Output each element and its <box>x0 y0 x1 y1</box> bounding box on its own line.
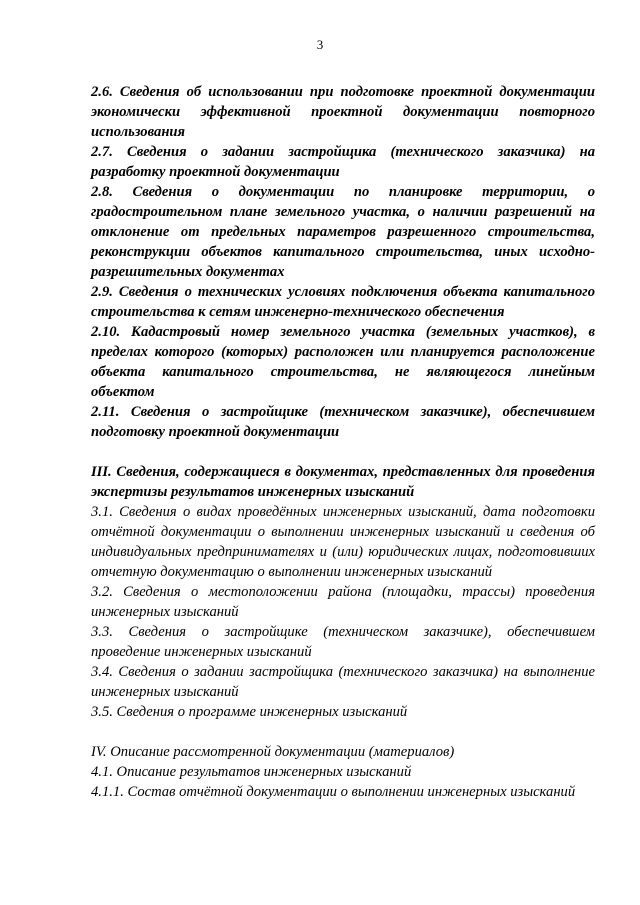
section-3-3: 3.3. Сведения о застройщике (техническом заказчике), обеспечившем проведение инженерных изысканий <box>91 624 595 660</box>
section-2-6: 2.6. Сведения об использовании при подготовке проектной документации экономически эффективной проектной документации повторного использования <box>91 84 595 140</box>
section-2-11: 2.11. Сведения о застройщике (техническом заказчике), обеспечившем подготовку проектной документации <box>91 404 595 440</box>
section-gap <box>91 722 595 742</box>
section-3-4: 3.4. Сведения о задании застройщика (технического заказчика) на выполнение инженерных изысканий <box>91 664 595 700</box>
section-3-1: 3.1. Сведения о видах проведённых инженерных изысканий, дата подготовки отчётной документации о выполнении инженерных изысканий и сведения об индивидуальных предпринимателях и (или) юридических лицах, подготовивших отчетную документацию о выполнении инженерных изысканий <box>91 504 595 580</box>
section-3-2: 3.2. Сведения о местоположении района (площадки, трассы) проведения инженерных изысканий <box>91 584 595 620</box>
section-gap <box>91 442 595 462</box>
section-4-heading: IV. Описание рассмотренной документации (материалов) <box>91 744 455 760</box>
section-2-9: 2.9. Сведения о технических условиях подключения объекта капитального строительства к сетям инженерно-технического обеспечения <box>91 284 595 320</box>
section-4-1-1: 4.1.1. Состав отчётной документации о выполнении инженерных изысканий <box>91 784 576 800</box>
section-3-5: 3.5. Сведения о программе инженерных изысканий <box>91 704 408 720</box>
section-2-8: 2.8. Сведения о документации по планировке территории, о градостроительном плане земельного участка, о наличии разрешений на отклонение от предельных параметров разрешенного строительства, реконструкции объектов капитального строительства, иных исходно-разрешительных документах <box>91 184 595 280</box>
document-body <box>91 82 595 802</box>
page-number: 3 <box>316 37 324 52</box>
section-4-1: 4.1. Описание результатов инженерных изысканий <box>91 764 412 780</box>
section-3-heading: III. Сведения, содержащиеся в документах, представленных для проведения экспертизы результатов инженерных изысканий <box>91 464 595 500</box>
section-2-7: 2.7. Сведения о задании застройщика (технического заказчика) на разработку проектной документации <box>91 144 595 180</box>
section-2-10: 2.10. Кадастровый номер земельного участка (земельных участков), в пределах которого (которых) расположен или планируется расположение объекта капитального строительства, не являющегося линейным объектом <box>91 324 595 400</box>
